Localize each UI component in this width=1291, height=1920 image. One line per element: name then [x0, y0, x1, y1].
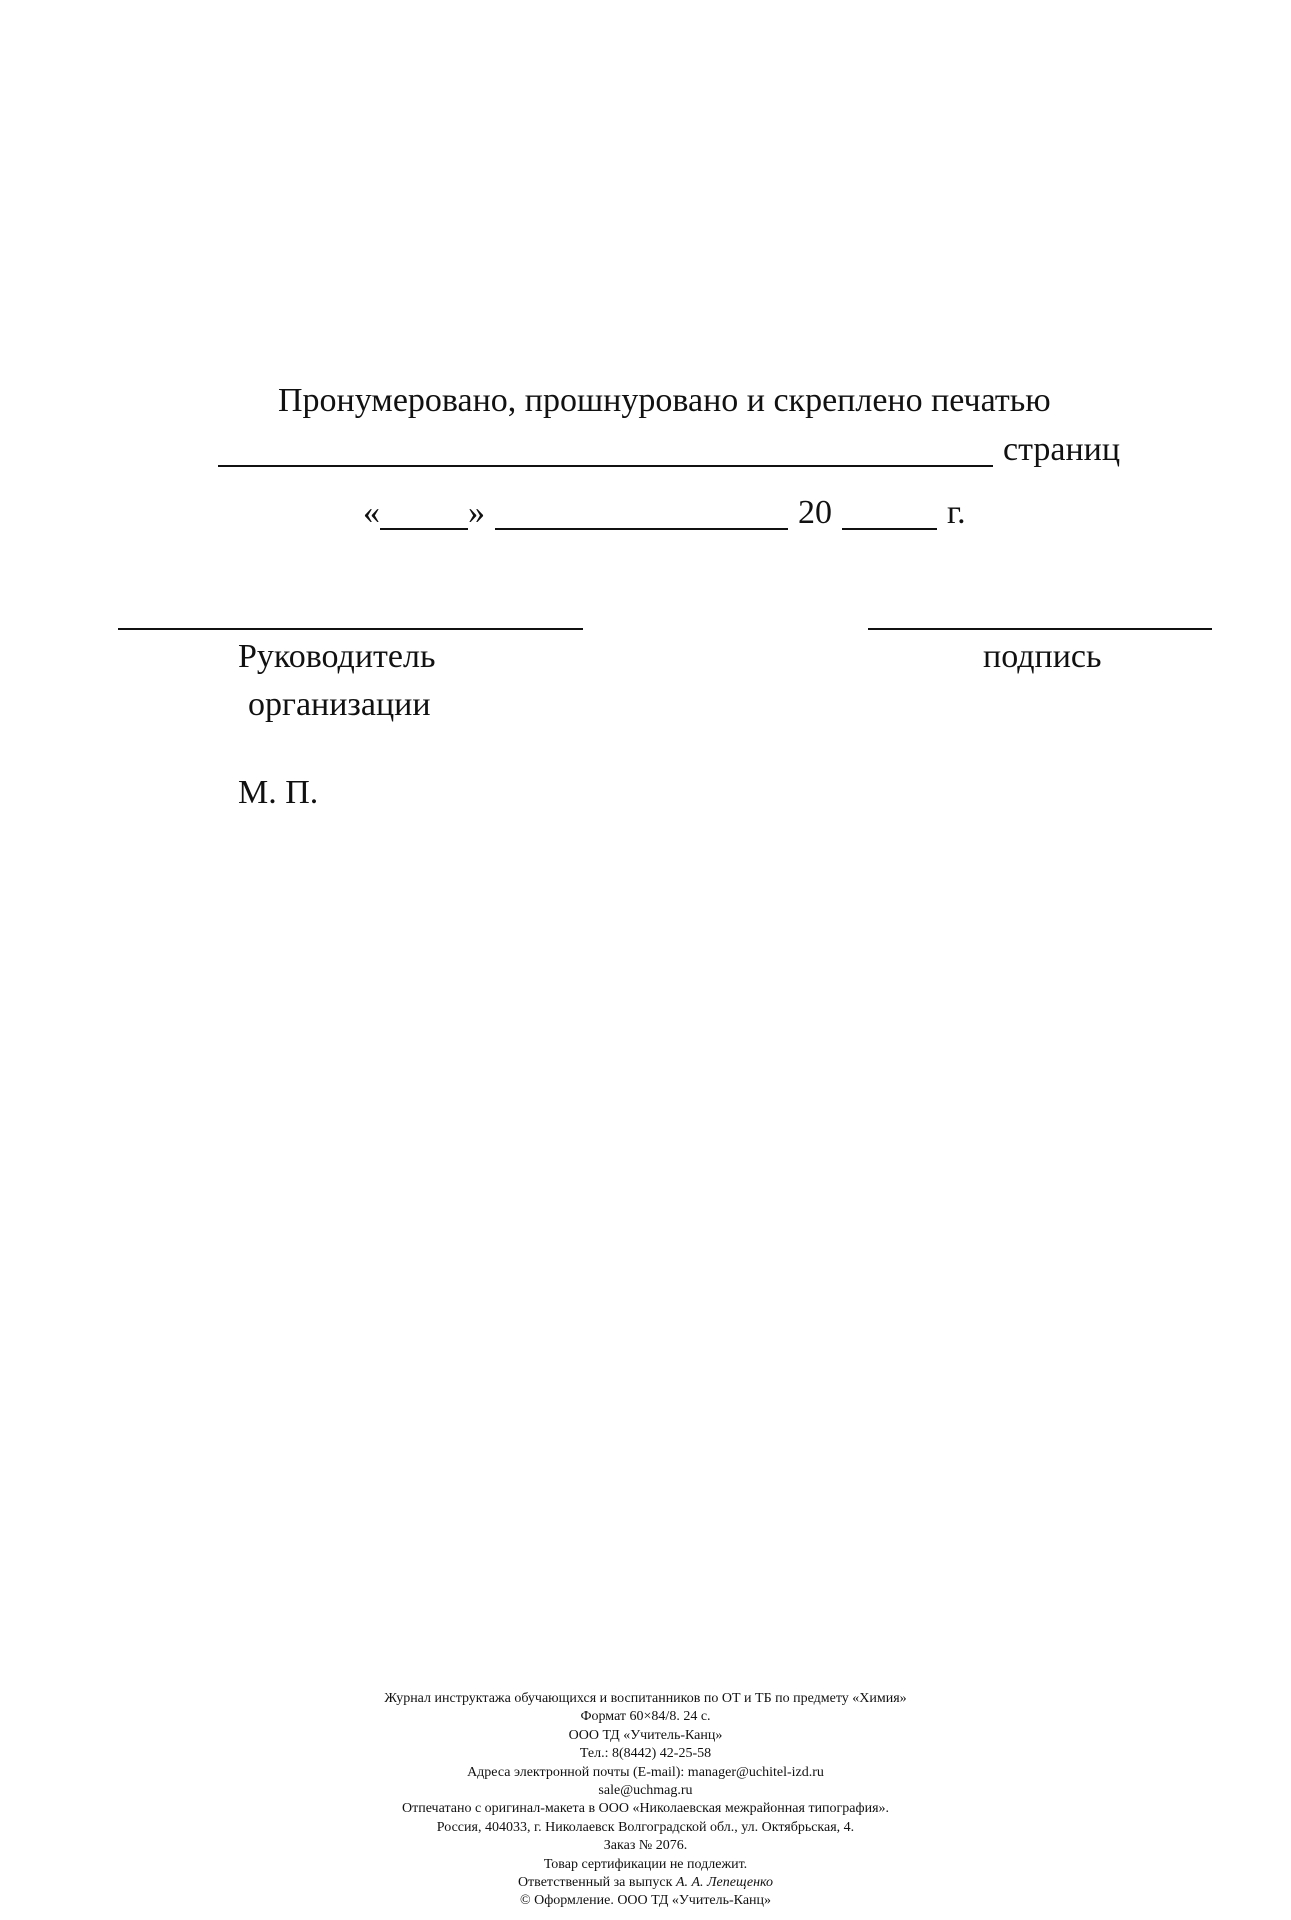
year-blank: [842, 500, 937, 530]
organization-label: организации: [248, 686, 431, 723]
imprint-line: Товар сертификации не подлежит.: [543, 1856, 748, 1872]
head-signature-line: [118, 628, 583, 630]
year-suffix: г.: [947, 494, 966, 531]
imprint-line: ООО ТД «Учитель-Канц»: [568, 1727, 723, 1743]
imprint-responsible-line: [0, 1874, 1291, 1892]
responsible-prefix: Ответственный за выпуск: [517, 1875, 673, 1891]
stamp-place-label: М. П.: [238, 774, 319, 811]
certification-title: Пронумеровано, прошнуровано и скреплено печатью: [278, 382, 1051, 419]
head-label: Руководитель: [238, 638, 436, 675]
day-blank: [380, 500, 468, 530]
imprint-line: Журнал инструктажа обучающихся и воспитанников по ОТ и ТБ по предмету «Химия»: [384, 1691, 907, 1706]
pages-word: страниц: [1003, 431, 1121, 468]
imprint-line: Россия, 404033, г. Николаевск Волгоградской обл., ул. Октябрьская, 4.: [436, 1819, 855, 1835]
responsible-name: А. А. Лепещенко: [675, 1875, 774, 1891]
imprint-line: Адреса электронной почты (E-mail): manager@uchitel-izd.ru: [467, 1764, 824, 1780]
page-count-line: [218, 433, 1120, 467]
page-count-blank: [218, 435, 993, 467]
imprint-line: sale@uchmag.ru: [598, 1783, 693, 1799]
signature-label: подпись: [983, 638, 1102, 675]
signature-line: [868, 628, 1212, 630]
year-prefix: 20: [798, 494, 832, 531]
imprint-line: Формат 60×84/8. 24 с.: [580, 1709, 711, 1725]
close-quote: »: [468, 494, 485, 531]
imprint-line: © Оформление. ООО ТД «Учитель-Канц»: [519, 1893, 772, 1909]
imprint-line: Заказ № 2076.: [603, 1838, 688, 1854]
month-blank: [495, 500, 788, 530]
date-line: [363, 496, 966, 530]
imprint-line: Тел.: 8(8442) 42-25-58: [579, 1746, 712, 1762]
imprint-line: Отпечатано с оригинал-макета в ООО «Николаевская межрайонная типография».: [401, 1801, 890, 1817]
open-quote: «: [363, 494, 380, 531]
imprint-block: [0, 1690, 1291, 1911]
